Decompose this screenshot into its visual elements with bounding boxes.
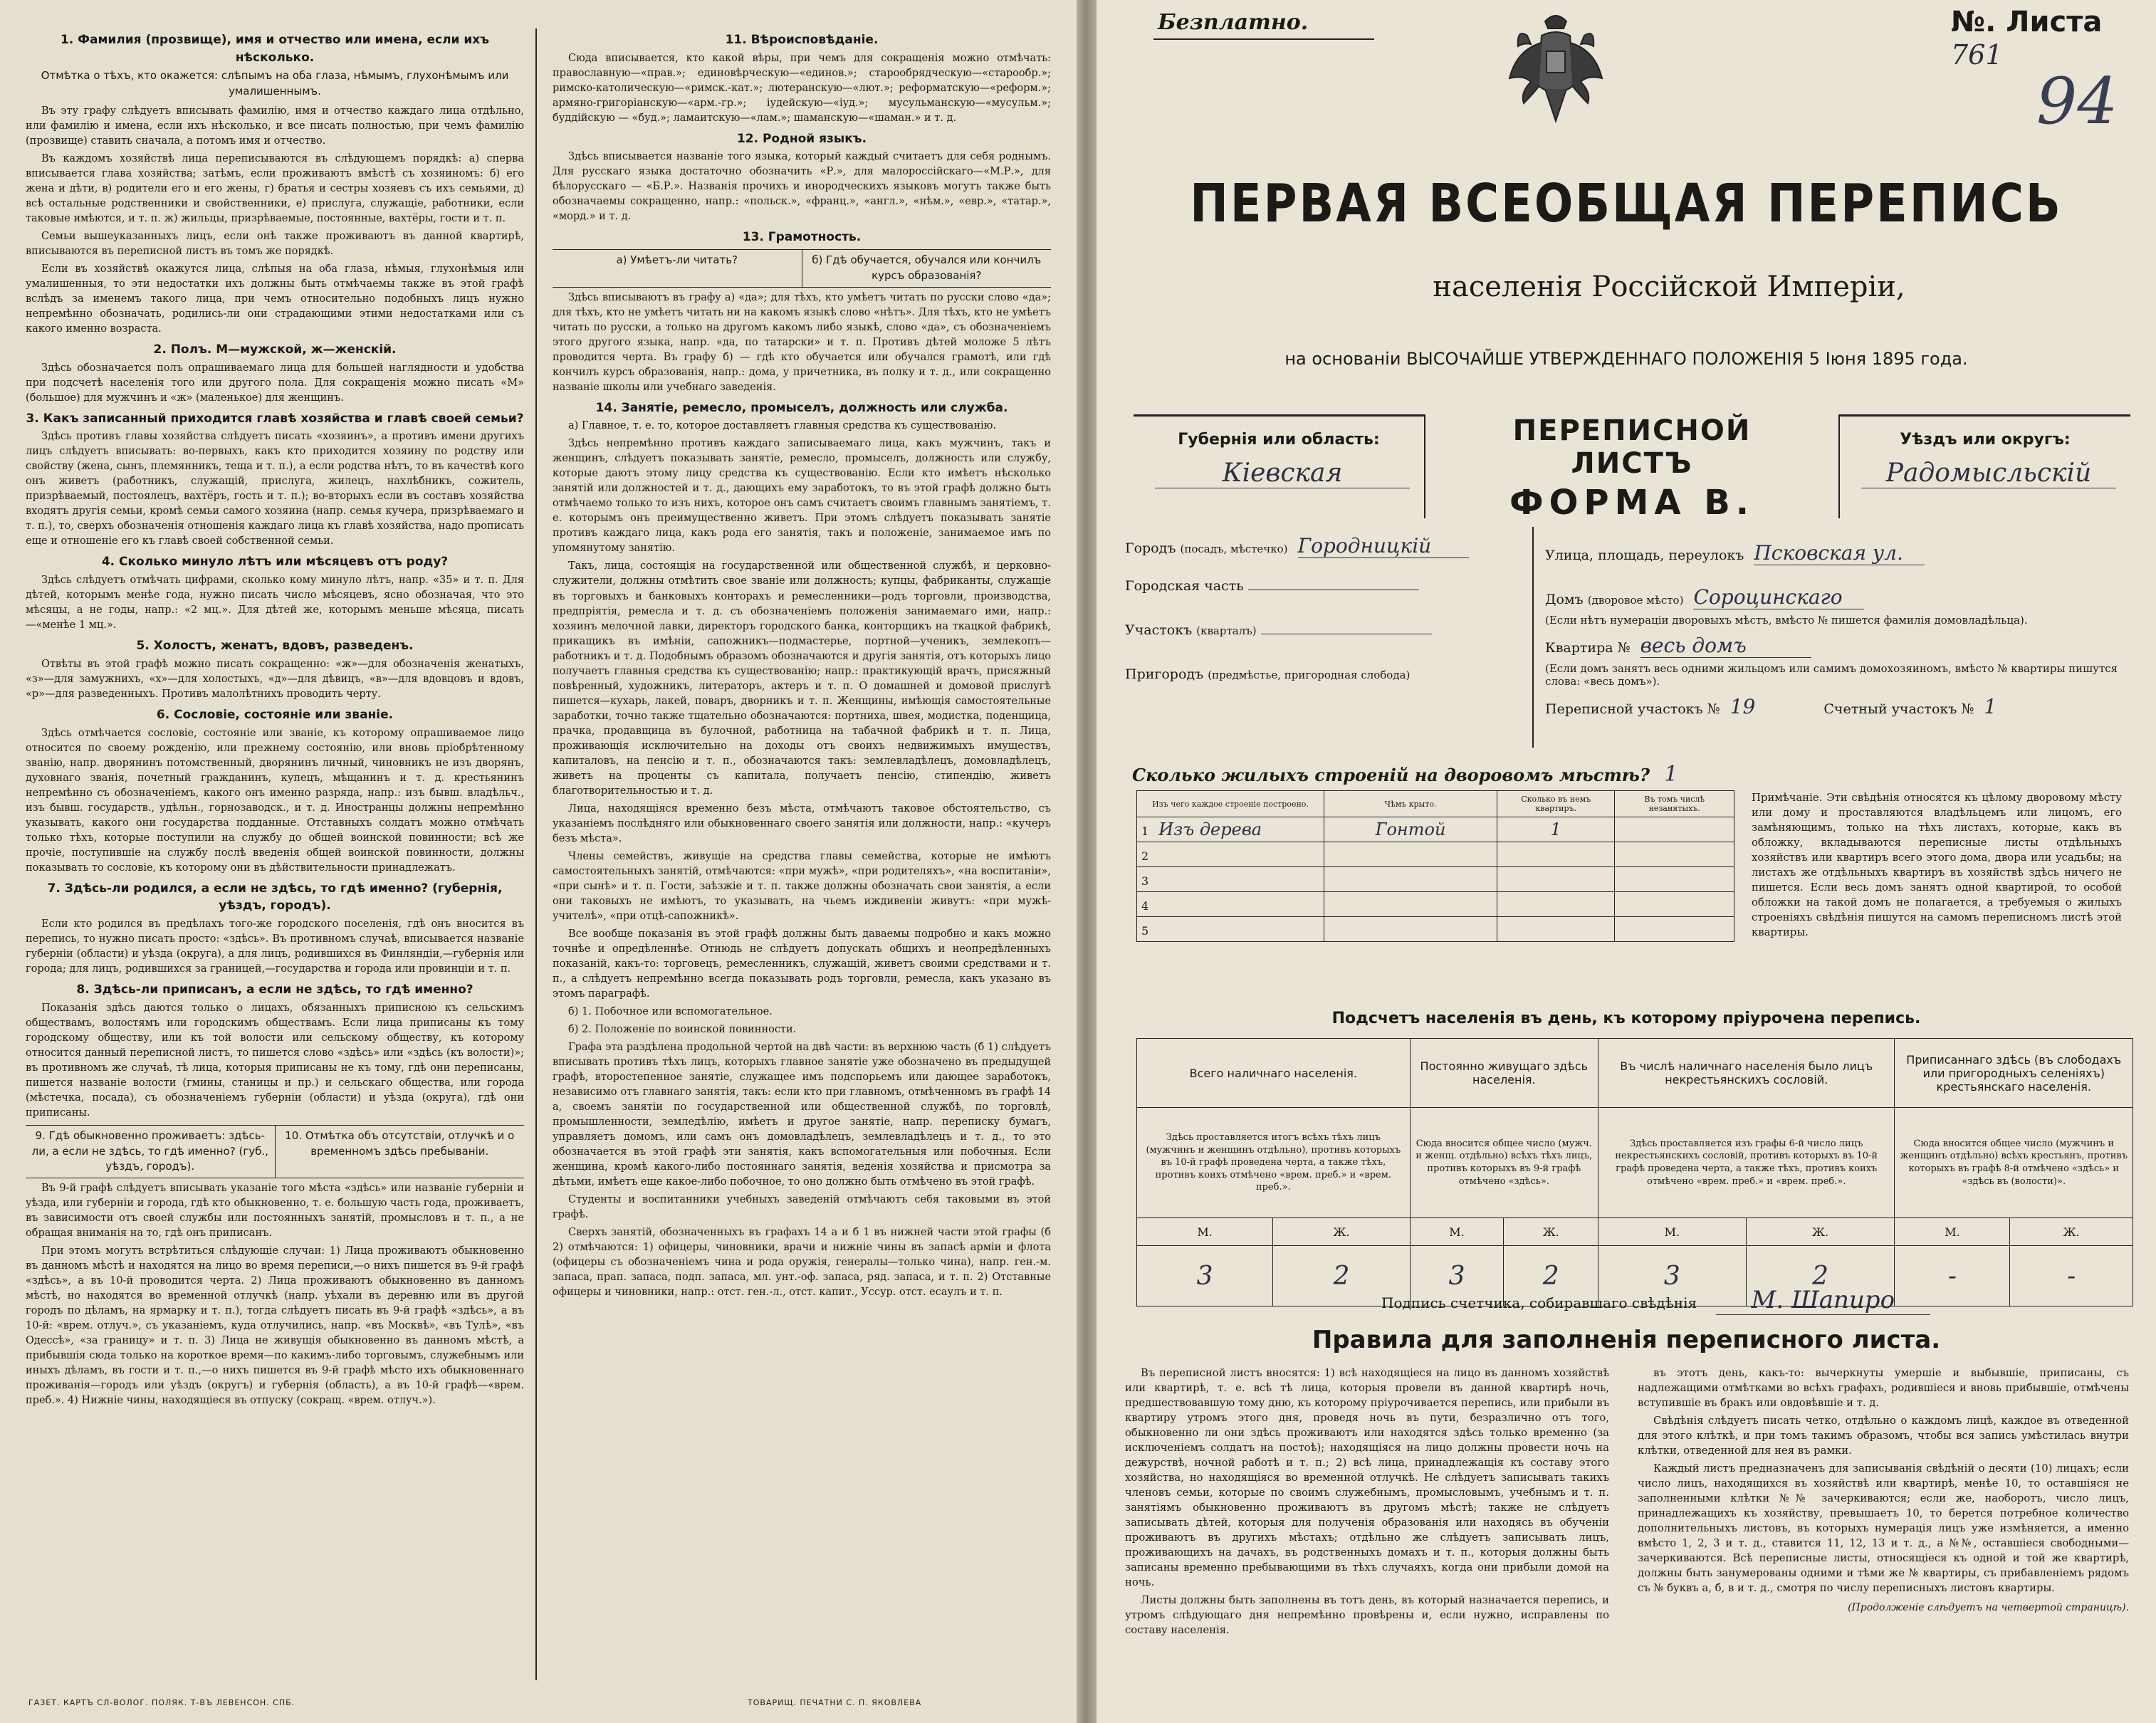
building-material-cell[interactable] (1137, 817, 1324, 842)
section-paragraph: Студенты и воспитанники учебныхъ заведеній отмѣчаютъ себя таковыми въ этой графѣ. (553, 1194, 1051, 1221)
building-material-cell[interactable] (1137, 892, 1324, 917)
buildings-header-material: Изъ чего каждое строеніе построено. (1137, 791, 1324, 817)
buildings-remark: Примѣчаніе. Эти свѣдѣнія относятся къ цѣлому дворовому мѣсту или дому и проставляются владѣльцемъ или лицомъ, его замѣняющимъ, только на тѣхъ листахъ, которые, какъ въ обложку, вкладываются переписные листы отдѣльныхъ хозяйствъ или квартиръ всего этого дома, двора или усадьбы; на листахъ же отдѣльныхъ квартиръ въ хозяйствѣ здѣсь ничего не пишется. Если весь домъ занятъ одной квартирой, то особой обложки на такой домъ не полагается, а требуемыя о жилыхъ строеніяхъ свѣдѣнія пишутся на самомъ переписномъ листѣ этой квартиры. (1752, 792, 2122, 938)
census-district-label: Переписной участокъ № (1545, 701, 1720, 717)
house-hint: (дворовое мѣсто) (1587, 594, 1684, 607)
census-district-row (1545, 695, 2129, 739)
district-label: Уѣздъ или округъ: (1900, 431, 2071, 449)
building-row (1137, 842, 1734, 867)
count-sex-row (1137, 1218, 2133, 1246)
building-row (1137, 817, 1734, 842)
section-paragraph: Сверхъ занятій, обозначенныхъ въ графахъ 14 а и б 1 въ нижней части этой графы (б 2) отмѣчаются: 1) офицеры, чиновники, врачи и нижніе чины въ запасѣ армiи и флота (офицеры съ обозначеніемъ чина и рода оружія, генералы—только чина), напр. ген.-м. запаса, прап. запаса, подп. запаса, мл. унт.-оф. запаса, ряд. запаса, и т. п. 2) Отставные офицеры и чиновники, напр.: отст. ген.-л., отст. капит., Уссур. отст. есаулъ и т. п. (553, 1227, 1051, 1299)
province-value[interactable]: Кіевская (1155, 459, 1410, 488)
signature-label: Подпись счетчика, собиравшаго свѣдѣнія (1381, 1294, 1697, 1311)
section-paragraph: При этомъ могутъ встрѣтиться слѣдующіе случаи: 1) Лица проживаютъ обыкновенно въ данномъ мѣстѣ и находятся на лицо во время переписи,—о нихъ пишется въ 9-й графѣ «здѣсь», а въ 10-й проводится черта. 2) Лица проживаютъ обыкновенно въ данномъ мѣстѣ, но находятся во временной отлучкѣ (напр. уѣхали въ деревню или въ другой городъ по дѣламъ, на ярмарку и т. п.), тогда слѣдуетъ писать въ 9-й графѣ «здѣсь», а въ 10-й: «врем. отлуч.», съ указаніемъ, куда отлучились, напр. «въ Москвѣ», «въ Тулѣ», «въ Одессѣ», «за границу» и т. п. 3) Лица не живущія обыкновенно въ данномъ мѣстѣ, а прибывшія сюда только на короткое время—по какимъ-либо торговымъ, служебнымъ или иныхъ дѣламъ, въ гости и т. п.,—о нихъ пишется въ 9-й графѣ мѣсто ихъ обыкновеннаго проживанія—городъ или уѣздъ (округъ) и губернія (область), а въ 10-й графѣ—«врем. преб.». 4) Нижніе чины, находящіеся въ отпуску (сокращ. «врем. отлуч.»). (26, 1245, 524, 1407)
building-empty-cell[interactable] (1615, 892, 1734, 917)
sheet-number-label: №. Листа (1951, 6, 2103, 38)
buildings-header-roof: Чѣмъ крыто. (1324, 791, 1497, 817)
buildings-header-row (1137, 791, 1734, 817)
town-hint: (посадъ, мѣстечко) (1180, 543, 1288, 555)
count-desc-peasant: Сюда вносится общее число (мужчинъ и женщинъ отдѣльно) всѣхъ крестьянъ, противъ которыхъ въ графѣ 8-й отмѣчено «здѣсь» и «здѣсь въ (волости)». (1895, 1108, 2133, 1218)
col1-section (26, 341, 524, 406)
book-gutter (1077, 0, 1097, 1723)
census-district-value[interactable]: 19 (1729, 695, 1756, 718)
section-paragraph: Лица, находящіяся временно безъ мѣста, отмѣчаютъ таковое обстоятельство, съ указаніемъ послѣдняго или обыкновеннаго своего занятія или должности, напр.: «кучеръ безъ мѣста». (553, 802, 1051, 844)
free-label: Безплатно. (1158, 10, 1309, 35)
precinct-row (1125, 622, 1531, 666)
section-paragraph: Въ эту графу слѣдуетъ вписывать фамилію, имя и отчество каждаго лица отдѣльно, или фамилію и имена, если ихъ нѣсколько, и все писать полностью, при чемъ фамилію (прозвище) ставить сначала, а потомъ имя и отчество. (26, 105, 524, 147)
rules-paragraph: Листы должны быть заполнены въ тотъ день, въ который назначается перепись, и утромъ слѣдующаго дня непремѣнно провѣрены и, если нужно, исправлены по составу населенія. (1125, 1594, 1609, 1636)
population-count-table (1136, 1038, 2133, 1306)
instructions-column-2 (553, 28, 1051, 1304)
section-paragraph: Здѣсь вписываютъ въ графу а) «да»; для тѣхъ, кто умѣетъ читать по русски слово «да»; для тѣхъ, кто не умѣетъ читать ни на какомъ языкѣ слово «нѣтъ». Для тѣхъ, кто не умѣетъ читать по русски, а только на другомъ какомъ либо языкѣ, слово «да», съ обозначеніемъ этого другого языка, напр. «да, по татарски» и т. п. Противъ дѣтей моложе 5 лѣтъ проводится черта. Въ графу б) — гдѣ кто обучается или обучался грамотѣ, или гдѣ кончилъ курсъ образованія, напр.: дома, у причетника, въ полку и т. д., или сокращенно названіе школы или учебнаго заведенія. (553, 291, 1051, 393)
apartment-label: Квартира № (1545, 640, 1631, 656)
section-paragraph: Такъ, лица, состоящія на государственной или общественной службѣ, и церковно-служители, должны отмѣтить свое званіе или должность; купцы, фабриканты, служащіе въ торговыхъ и банковыхъ конторахъ и ремесленники—родъ торговли, производства, предпріятія, ремесла и т. д. съ обозначеніемъ положенія занимаемаго ими, напр.: хозяинъ мелочной лавки, директоръ городского банка, конторщикъ на ткацкой фабрикѣ, прикащикъ въ имѣніи, сапожникъ—подмастерье, портной—ученикъ, землекопъ—работникъ и т. д. Подобнымъ образомъ обозначаются и другія занятія, отъ которыхъ лицо получаетъ главныя средства къ существованію; напр.: практикующій врачъ, присяжный повѣренный, художникъ, литераторъ, актеръ и т. п. О домашней и домовой прислугѣ пишется—кухарь, лакей, поваръ, дворникъ и т. п. Женщины, имѣющія самостоятельные заработки, точно также тщательно обозначаются: портниха, швея, модистка, поденщица, прачка, продавщица въ булочной, работница на табачной фабрикѣ и т. п. Лица, проживающія исключительно на доходы отъ своихъ недвижимыхъ имуществъ, капиталовъ, на пенсію и т. п., обозначаются такъ: землевладѣлецъ, домовладѣлецъ, живетъ на проценты съ капитала, получаетъ пенсію, стипендію, живетъ благотворительностью и т. д. (553, 560, 1051, 797)
section-paragraph: Здѣсь отмѣчается сословіе, состояніе или званіе, къ которому опрашиваемое лицо относится по своему рожденію, или прежнему состоянію, или вновь пріобрѣтенному званію, напр. дворянинъ потомственный, дворянинъ личный, чиновникъ не изъ дворянъ, духовнаго званія, почетный гражданинъ, купецъ, мѣщанинъ и т. д. крестьянинъ непремѣнно съ обозначеніемъ, какого онъ именно разряда, напр.: изъ бывш. владѣльч., изъ бывш. государств., удѣльн., горнозаводск., и т. д. Иностранцы должны непремѣнно указывать, какого они государства подданные. Отставныхъ солдатъ можно отмѣчать только тѣхъ, которые поступили на службу до общей воинской повинности; всѣ же прочіе, поступившіе на службу послѣ введенія общей воинской повинности, должны показывать то сословіе, къ которому они въ дѣйствительности принадлежатъ. (26, 727, 524, 874)
building-roof-cell[interactable] (1324, 842, 1497, 867)
building-row-number: 2 (1141, 849, 1149, 863)
section-subheading: 9. Гдѣ обыкновенно проживаетъ: здѣсь-ли, а если не здѣсь, то гдѣ именно? (губ., уѣздъ, городъ). (31, 1128, 268, 1173)
district-value[interactable]: Радомысльскій (1861, 459, 2116, 488)
section-paragraph: б) 1. Побочное или вспомогательное. (568, 1005, 773, 1017)
sheet-number (1951, 6, 2156, 71)
building-row-number: 3 (1141, 874, 1149, 888)
rules-column-1 (1125, 1366, 1609, 1640)
imperial-eagle-emblem (1502, 7, 1609, 128)
town-label: Городъ (1125, 540, 1176, 556)
female-label: Ж. (1273, 1218, 1410, 1246)
count-desc-total: Здѣсь проставляется итогъ всѣхъ тѣхъ лицъ (мужчинъ и женщинъ отдѣльно), противъ которыхъ въ 10-й графѣ проведена черта, а также тѣхъ, противъ коихъ отмѣчено «врем. преб.» и «врем. преб.». (1137, 1108, 1411, 1218)
section-paragraph: Отвѣты въ этой графѣ можно писать сокращенно: «ж»—для обозначенія женатыхъ, «з»—для замужнихъ, «х»—для холостыхъ, «д»—для дѣвицъ, «в»—для вдовцовъ и вдовъ, «р»—для разведенныхъ. Противъ малолѣтнихъ проводить черту. (26, 658, 524, 700)
male-label: М. (1895, 1218, 2010, 1246)
section-heading: 1. Фамилия (прозвище), имя и отчество или имена, если ихъ нѣсколько. (60, 33, 490, 65)
population-count-title: Подсчетъ населенія въ день, къ которому пріурочена перепись. (1331, 1010, 1921, 1027)
apartment-note: (Если домъ занятъ весь одними жильцомъ или самимъ домохозяиномъ, вмѣсто № квартиры пишутся слова: «весь домъ»). (1545, 662, 2118, 688)
suburb-label: Пригородъ (1125, 666, 1204, 682)
count-value-cell[interactable]: 3 (1410, 1246, 1504, 1306)
section-paragraph: Члены семействъ, живущіе на средства главы семейства, которые не имѣютъ самостоятельныхъ занятій, отмѣчаются: «при мужѣ», «при родителяхъ», «на воспитаніи», «при сынѣ» и т. п. Гости, заѣзжіе и т. п. также должны обозначать свои занятія, а если они таковыхъ не имѣютъ, то указывать, на чьемъ иждивеніи живутъ: «при мужѣ-учителѣ», «при отцѣ-сапожникѣ». (553, 850, 1051, 922)
apartment-row (1545, 634, 2129, 678)
section-paragraph: Все вообще показанія въ этой графѣ должны быть даваемы подробно и какъ можно точнѣе и опредѣленнѣе. Отнюдь не слѣдуетъ допускать общихъ и неопредѣленныхъ показаній, какъ-то: торговецъ, ремесленникъ, служащій, живетъ своими средствами и т. п., а слѣдуетъ непремѣнно всегда показывать родъ торговли, ремесла, какъ указано въ этомъ параграфѣ. (553, 928, 1051, 1000)
section-heading: 14. Занятіе, ремесло, промыселъ, должность или служба. (595, 400, 1008, 415)
section-heading: 6. Сословіе, состояніе или званіе. (156, 707, 394, 722)
rules-continuation: (Продолженіе слѣдуетъ на четвертой страницѣ). (1848, 1602, 2129, 1613)
printer-imprint: ГАЗЕТ. КАРТЪ СЛ-ВОЛОГ. ПОЛЯК. Т-ВЪ ЛЕВЕНСОН. СПБ. (28, 1698, 295, 1707)
street-value[interactable]: Псковская ул. (1754, 541, 1925, 565)
col1-section (26, 31, 524, 337)
column-divider (535, 28, 537, 1680)
count-header-resident: Постоянно живущаго здѣсь населенія. (1410, 1039, 1598, 1108)
form-title (1447, 414, 1817, 523)
rules-column-2 (1638, 1366, 2129, 1615)
section-heading: 2. Полъ. М—мужской, ж—женскій. (153, 342, 397, 357)
district-box (1838, 414, 2130, 518)
section-paragraph: б) 2. Положеніе по воинской повинности. (568, 1023, 797, 1035)
province-label: Губернія или область: (1178, 431, 1380, 449)
section-heading: 3. Какъ записанный приходится главѣ хозяйства и главѣ своей семьи? (26, 411, 524, 426)
suburb-hint: (предмѣстье, пригородная слобода) (1208, 669, 1411, 681)
female-label: Ж. (1504, 1218, 1598, 1246)
building-apartments-cell[interactable] (1497, 842, 1615, 867)
address-right (1545, 541, 2129, 739)
building-empty-cell[interactable] (1615, 917, 1734, 942)
count-value-cell[interactable]: 3 (1598, 1246, 1747, 1306)
section-paragraph: Здѣсь слѣдуетъ отмѣчать цифрами, сколько кому минуло лѣтъ, напр. «35» и т. п. Для дѣтей, которымъ менѣе года, нужно писать число мѣсяцевъ, ясно обозначая, что это мѣсяцы, а не годы, напр.: «2 мц.». Для дѣтей же, которымъ меньше мѣсяца, писать—«менѣе 1 мц.». (26, 575, 524, 632)
census-form-page (1097, 0, 2156, 1723)
section-heading: 8. Здѣсь-ли приписанъ, а если не здѣсь, то гдѣ именно? (76, 983, 473, 997)
count-desc-resident: Сюда вносится общее число (мужч. и женщ. отдѣльно) всѣхъ тѣхъ лицъ, противъ которыхъ въ 9-й графѣ отмѣчено «здѣсь». (1410, 1108, 1598, 1218)
section-subheadings (26, 1125, 524, 1178)
buildings-header-empty: Въ томъ числѣ незанятыхъ. (1615, 791, 1734, 817)
street-row (1545, 541, 2129, 585)
building-apartments-cell[interactable] (1497, 892, 1615, 917)
house-value[interactable]: Сороцинскаго (1693, 585, 1864, 609)
address-divider (1532, 527, 1534, 748)
sheet-number-value: 761 (1951, 39, 2003, 70)
form-type: ФОРМА В. (1509, 483, 1755, 523)
section-paragraph: Если въ хозяйствѣ окажутся лица, слѣпыя на оба глаза, нѣмыя, глухонѣмыя или умалишенныя, то эти недостатки ихъ должны быть отмѣчаемы также въ этой графѣ вслѣдъ за именемъ такого лица, при чемъ относительно подобныхъ лицъ нужно непремѣнно обозначать, родились-ли они страдающими этими недостатками или съ какого именно возраста. (26, 263, 524, 335)
count-value-cell[interactable]: 2 (1273, 1246, 1410, 1306)
section-paragraph: Здѣсь непремѣнно противъ каждаго записываемаго лица, какъ мужчинъ, такъ и женщинъ, слѣдуетъ показывать занятіе, ремесло, промыселъ, должность или службу, которые даютъ этому лицу средства къ существованію. Если кто имѣетъ нѣсколько занятій или должностей и т. д., дающихъ ему заработокъ, то въ этой графѣ должно быть отмѣчаемо только то изъ нихъ, которое онъ самъ считаетъ своимъ главнымъ занятіемъ, т. е. которымъ онъ преимущественно живетъ. При этомъ слѣдуетъ показывать занятіе противъ каждаго лица, какъ рода его занятія, такъ и положеніе, занимаемое имъ по упомянутому занятію. (553, 438, 1051, 555)
section-paragraph: Сюда вписывается, кто какой вѣры, при чемъ для сокращенія можно отмѣчать: православную—«прав.»; единовѣрческую—«единов.»; старообрядческую—«старообр.»; римско-католическую—«римск.-кат.»; лютеранскую—«лют.»; реформатскую—«реформ.»; армяно-григоріанскую—«арм.-гр.»; іудейскую—«іуд.»; мусульманскую—«мусульм.»; буддійскую — «буд.»; ламаитскую—«лам.»; шаманскую—«шаман.» и т. д. (553, 52, 1051, 124)
building-roof-cell[interactable] (1324, 917, 1497, 942)
count-desc-row (1137, 1108, 2133, 1218)
printer-imprint-2: ТОВАРИЩ. ПЕЧАТНИ С. П. ЯКОВЛЕВА (748, 1698, 922, 1707)
signature-value[interactable]: М. Шапиро (1716, 1286, 1931, 1315)
building-apartments-cell[interactable]: 1 (1497, 817, 1615, 842)
count-value-cell[interactable]: 2 (1746, 1246, 1895, 1306)
col2-section (553, 130, 1051, 225)
section-paragraph: Если кто родился въ предѣлахъ того-же городского поселенія, гдѣ онъ вносится въ перепись, то нужно писать просто: «здѣсь». Въ противномъ случаѣ, вписывается названіе губерніи (области) и уѣзда (округа), а для лицъ, родившихся въ Финляндіи,—губернія или города; для лицъ, родившихся за границей,—государства и города или провинціи и т. п. (26, 918, 524, 975)
form-title-main: ПЕРЕПИСНОЙ ЛИСТЪ (1512, 414, 1752, 480)
building-empty-cell[interactable] (1615, 817, 1734, 842)
suburb-row (1125, 666, 1531, 711)
census-title: ПЕРВАЯ ВСЕОБЩАЯ ПЕРЕПИСЬ (1190, 174, 2063, 235)
female-label: Ж. (1746, 1218, 1895, 1246)
col1-section (26, 880, 524, 977)
free-underline (1153, 38, 1374, 40)
count-desc-non-peasant: Здѣсь проставляется изъ графы 6-й число лицъ некрестьянскихъ сословій, противъ которыхъ въ 10-й графѣ проведена черта, а также тѣхъ, противъ коихъ отмѣчено «врем. преб.» и «врем. преб.». (1598, 1108, 1895, 1218)
building-material-cell[interactable] (1137, 917, 1324, 942)
col1-section (26, 1125, 524, 1408)
count-header-row (1137, 1039, 2133, 1108)
buildings-body (1137, 817, 1734, 942)
building-apartments-cell[interactable] (1497, 867, 1615, 892)
building-row (1137, 892, 1734, 917)
section-heading: 13. Грамотность. (742, 230, 862, 245)
rules-paragraph: Каждый листъ предназначенъ для записыванія свѣдѣній о десяти (10) лицахъ; если число лицъ, находящихся въ хозяйствѣ или квартирѣ, менѣе 10, то оставшіяся не заполненными клѣтки №№ зачеркиваются; если же, наоборотъ, число лицъ, принадлежащихъ къ хозяйству, превышаетъ 10, то берется потребное количество дополнительныхъ листовъ, въ которыхъ нумерація лицъ уже измѣняется, а именно вмѣсто 1, 2, 3 и т. д., ставится 11, 12, 13 и т. д., а №№, оставшіеся свободными—зачеркиваются. Всѣ переписные листы, относящіеся къ одной и той же квартирѣ, должны быть занумерованы одними и тѣми же № квартиры, съ прибавленіемъ рядомъ съ № буквъ а, б, в и т. д., смотря по числу переписныхъ листовъ квартиры. (1638, 1462, 2129, 1594)
section-paragraph: Въ каждомъ хозяйствѣ лица переписываются въ слѣдующемъ порядкѣ: а) сперва вписывается глава хозяйства; затѣмъ, если проживаютъ вмѣстѣ съ хозяиномъ: б) его жена и дѣти, в) родители его и его жены, г) братья и сестры хозяевъ съ ихъ семьями, д) всѣ остальные родственники и свойственники, е) прислуга, служащіе, работники, если таковые имѣются, и т. п. ж) жильцы, призрѣваемые, постоянные, вахтёры, гости и т. п. (26, 152, 524, 224)
section-paragraph: Графа эта раздѣлена продольной чертой на двѣ части: въ верхнюю часть (б 1) слѣдуетъ вписывать противъ тѣхъ лицъ, которыхъ главное занятіе уже обозначено въ предыдущей графѣ, второстепенное занятіе, служащее имъ подспорьемъ или дающее заработокъ, независимо отъ главнаго занятія, такъ: если кто при главномъ, отмѣченномъ въ графѣ 14 а, своемъ занятіи по государственной или общественной службѣ, по торговлѣ, промышленности, земледѣлію, имѣетъ и другое занятіе, напр. переписку бумагъ, управляетъ домомъ, или самъ онъ домовладѣлецъ, землевладѣлецъ и т. д., то это обозначается въ этой графѣ эти занятія, какъ вспомогательныя или побочныя. Если женщина, кромѣ какого-либо постояннаго занятія, веденія хозяйства и присмотра за дѣтьми, имѣетъ еще какое-либо побочное, то оно должно быть отмѣчено въ этой графѣ. (553, 1041, 1051, 1188)
section-heading: 11. Вѣроисповѣданіе. (725, 33, 879, 47)
legal-basis: на основаніи ВЫСОЧАЙШЕ УТВЕРЖДЕННАГО ПОЛОЖЕНІЯ 5 Іюня 1895 года. (1284, 349, 1968, 369)
section-subheading: б) Гдѣ обучается, обучался или кончилъ курсъ образованія? (802, 250, 1052, 287)
street-label: Улица, площадь, переулокъ (1545, 548, 1744, 563)
count-value-cell[interactable]: - (1895, 1246, 2010, 1306)
precinct-hint: (кварталъ) (1196, 624, 1257, 637)
building-row-number: 5 (1141, 924, 1149, 938)
instructions-column-1 (26, 28, 524, 1413)
col1-section (26, 637, 524, 702)
section-heading: 4. Сколько минуло лѣтъ или мѣсяцевъ отъ роду? (101, 555, 449, 570)
male-label: М. (1598, 1218, 1747, 1246)
house-row (1545, 585, 2129, 629)
town-row (1125, 534, 1531, 578)
rules-title: Правила для заполненія переписного листа. (1312, 1326, 1941, 1354)
rules-paragraph: Свѣдѣнія слѣдуетъ писать четко, отдѣльно о каждомъ лицѣ, каждое въ отведенной для этого клѣткѣ, и при томъ такимъ образомъ, чтобы вся запись умѣстилась внутри клѣтки, отведенной для нея въ рамки. (1638, 1415, 2129, 1457)
building-roof-cell[interactable] (1324, 867, 1497, 892)
female-label: Ж. (2010, 1218, 2133, 1246)
dwellings-question (1132, 762, 1678, 787)
col1-section (26, 706, 524, 876)
count-header-total: Всего наличнаго населенія. (1137, 1039, 1411, 1108)
province-box (1134, 414, 1425, 518)
building-roof-cell[interactable] (1324, 892, 1497, 917)
buildings-table (1136, 790, 1734, 942)
col2-section (553, 399, 1051, 1301)
dwellings-question-text: Сколько жилыхъ строеній на дворовомъ мѣстѣ? (1132, 765, 1650, 785)
male-label: М. (1137, 1218, 1273, 1246)
census-subtitle: населенія Россійской Имперіи, (1433, 271, 1905, 303)
building-row (1137, 917, 1734, 942)
building-material-value: Изъ дерева (1158, 819, 1262, 839)
building-material-cell[interactable] (1137, 842, 1324, 867)
section-subheadings (553, 249, 1051, 288)
building-apartments-cell[interactable] (1497, 917, 1615, 942)
section-paragraph: Здѣсь вписывается названіе того языка, который каждый считаетъ для себя роднымъ. Для русскаго языка достаточно обозначить «Р.», для малороссійскаго—«М.Р.», для бѣлорусскаго — «Б.Р.». Названія прочихъ и инородческихъ языковъ могутъ также быть обозначаемы сокращенно, напр.: «польск.», «франц.», «англ.», «нѣм.», «евр.», «татар.», «морд.» и т. д. (553, 151, 1051, 223)
section-paragraph: Здѣсь противъ главы хозяйства слѣдуетъ писать «хозяинъ», а противъ имени другихъ лицъ слѣдуетъ вписывать: во-первыхъ, какъ кто приходится хозяину по родству или свойству (жена, сынъ, племянникъ, теща и т. п.), а если родства нѣтъ, то въ качествѣ кого онъ живетъ (работникъ, служащій, прислуга, жилецъ, нахлѣбникъ, сожитель, призрѣваемый, постоялецъ, вахтёръ, гость и т. п.); во-вторыхъ если въ составъ хозяйства входятъ другія семьи, кромѣ семьи самого хозяина (напр. семья кучера, призрѣваемаго и т. п.), то, сверхъ обозначенія отношенія каждаго лица къ главѣ хозяйства, надо прописать еще и отношеніе его къ главѣ своей собственной семьи. (26, 431, 524, 548)
section-subheading: 10. Отмѣтка объ отсутствіи, отлучкѣ и о временномъ здѣсь пребываніи. (275, 1126, 525, 1178)
col2-section (553, 229, 1051, 394)
section-paragraph: Въ 9-й графѣ слѣдуетъ вписывать указаніе того мѣста «здѣсь» или названіе губерніи и уѣзда, или губерніи и города, гдѣ кто обыкновенно, т. е. большую часть года, проживаетъ, въ зависимости отъ своей службы или постоянныхъ занятій, промысловъ и т. п., а не обращая вниманія на то, гдѣ онъ приписанъ. (26, 1183, 524, 1240)
building-material-cell[interactable] (1137, 867, 1324, 892)
building-row-number: 1 (1141, 824, 1149, 838)
building-row-number: 4 (1141, 899, 1149, 913)
count-district-value[interactable]: 1 (1984, 695, 1997, 718)
instructions-page (0, 0, 1077, 1723)
address-left (1125, 534, 1531, 711)
col1-section (26, 553, 524, 633)
town-value[interactable]: Городницкій (1298, 534, 1469, 558)
building-row (1137, 867, 1734, 892)
precinct-label: Участокъ (1125, 622, 1193, 638)
apartment-value[interactable]: весь домъ (1640, 634, 1811, 658)
section-paragraph: Семьи вышеуказанныхъ лицъ, если онѣ также проживаютъ въ данной квартирѣ, вписываются въ переписной листъ въ томъ же порядкѣ. (26, 230, 524, 257)
count-district-label: Счетный участокъ № (1823, 701, 1974, 717)
count-value-cell[interactable]: 2 (1504, 1246, 1598, 1306)
count-value-cell[interactable]: 3 (1137, 1246, 1273, 1306)
form-header-row (1134, 414, 2130, 523)
section-paragraph: а) Главное, т. е. то, которое доставляетъ главныя средства къ существованію. (568, 420, 996, 432)
house-note: (Если нѣтъ нумераціи дворовыхъ мѣстъ, вмѣсто № пишется фамилія домовладѣльца). (1545, 614, 2028, 627)
rules-paragraph: въ этотъ день, какъ-то: вычеркнуты умершіе и выбывшіе, приписаны, съ надлежащими отмѣтками во всѣхъ графахъ, родившіеся и вновь прибывшіе, отмѣчены вступившіе въ бракъ или овдовѣвшіе и т. д. (1638, 1367, 2129, 1409)
house-label: Домъ (1545, 592, 1584, 607)
section-paragraph: Показанія здѣсь даются только о лицахъ, обязанныхъ приписною къ сельскимъ обществамъ, волостямъ или городскимъ обществамъ. Если лица приписаны къ тому городскому обществу, или къ той волости или сельскому обществу, къ которому относится данный переписной листъ, то пишется слово «здѣсь» или «здѣсь (къ волости)»; въ противномъ же случаѣ, тѣ лица, которыя приписаны не къ тому, гдѣ они переписаны, пишется названіе волости (гмины, станицы и пр.) и сельскаго общества, или города (мѣстечка, посада), съ обозначеніемъ губерніи (области) и уѣзда (округа), гдѣ они приписаны. (26, 1002, 524, 1119)
col2-section (553, 31, 1051, 126)
col1-section (26, 410, 524, 550)
handwritten-page-number: 94 (2036, 64, 2118, 139)
col1-section (26, 981, 524, 1121)
buildings-header-apartments: Сколько въ немъ квартиръ. (1497, 791, 1615, 817)
enumerator-signature (1381, 1286, 1930, 1314)
section-heading: 7. Здѣсь-ли родился, а если не здѣсь, то гдѣ именно? (губернія, уѣздъ, городъ). (47, 881, 503, 913)
building-empty-cell[interactable] (1615, 842, 1734, 867)
dwellings-value[interactable]: 1 (1664, 762, 1678, 787)
count-header-non-peasant: Въ числѣ наличнаго населенія было лицъ некрестьянскихъ сословій. (1598, 1039, 1895, 1108)
building-roof-cell[interactable]: Гонтой (1324, 817, 1497, 842)
count-header-peasant: Приписаннаго здѣсь (въ слободахъ или пригородныхъ селеніяхъ) крестьянскаго населенія. (1895, 1039, 2133, 1108)
section-subheading: а) Умѣетъ-ли читать? (616, 253, 738, 267)
count-value-cell[interactable]: - (2010, 1246, 2133, 1306)
building-empty-cell[interactable] (1615, 867, 1734, 892)
rules-paragraph: Въ переписной листъ вносятся: 1) всѣ находящіеся на лицо въ данномъ хозяйствѣ или квартирѣ, т. е. всѣ тѣ лица, которыя провели въ данной квартирѣ ночь, предшествовавшую тому дню, къ которому пріурочивается перепись, или прибыли въ квартиру утромъ этого дня, проведя ночь въ пути, безразлично отъ того, обыкновенно ли они здѣсь проживаютъ или находятся здѣсь только временно (за исключеніемъ солдатъ на постоѣ); находящіяся на лицо должны провести ночь на дежурствѣ, ночной работѣ и т. п.; 2) всѣ лица, принадлежащія къ составу этого хозяйства, но находящіяся во временной отлучкѣ. Не слѣдуетъ записывать такихъ членовъ семьи, которые по своимъ служебнымъ, промысловымъ, учебнымъ и т. п. занятіямъ обыкновенно проживаютъ въ другомъ мѣстѣ; также не слѣдуетъ записывать дѣтей, которыя для полученія образованія или находясь въ обученіи проживаютъ въ другихъ мѣстахъ; отдѣльно же слѣдуетъ записывать лицъ, проживающихъ на дачахъ, въ родственныхъ домахъ и т. п., которыя должны быть записаны временно пребывающими въ тѣхъ случаяхъ, когда они прибыли домой на ночь. (1125, 1367, 1609, 1588)
city-part-label: Городская часть (1125, 578, 1244, 594)
section-note: Отмѣтка о тѣхъ, кто окажется: слѣпымъ на оба глаза, нѣмымъ, глухонѣмымъ или умалишеннымъ. (41, 69, 509, 98)
section-heading: 12. Родной языкъ. (736, 131, 867, 146)
section-heading: 5. Холостъ, женатъ, вдовъ, разведенъ. (136, 639, 414, 654)
city-part-row (1125, 578, 1531, 622)
male-label: М. (1410, 1218, 1504, 1246)
section-paragraph: Здѣсь обозначается полъ опрашиваемаго лица для большей наглядности и удобства при подсчетѣ населенія того или другого пола. Для сокращенія можно писать «М» (большое) для мужчинъ и «ж» (маленькое) для женщинъ. (26, 362, 524, 404)
